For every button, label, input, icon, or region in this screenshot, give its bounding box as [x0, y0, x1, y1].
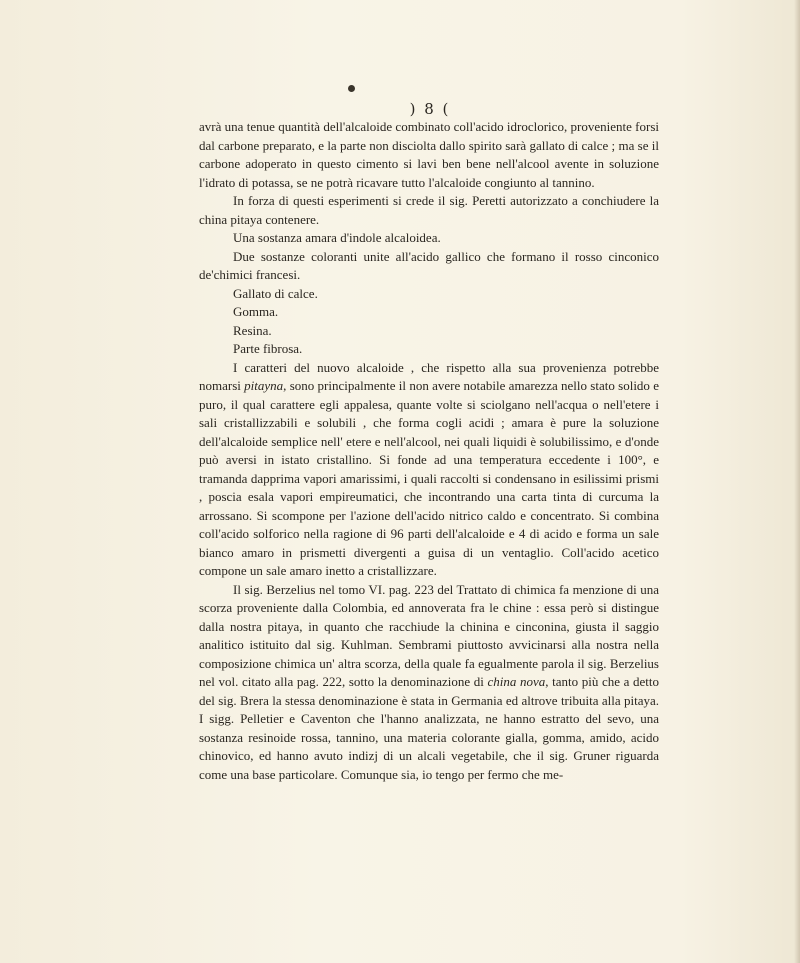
paragraph — [199, 359, 659, 581]
page-edge-shadow — [794, 0, 800, 963]
list-item: Due sostanze coloranti unite all'acido gallico che formano il rosso cinconico de'chimici francesi. — [199, 248, 659, 282]
ink-dot — [348, 85, 355, 92]
text-run: , tanto più che a detto del sig. Brera la stessa denominazione è stata in Germania ed altrove tribuita alla pitaya. I sigg. Pelletier e Caventon che l'hanno analizzata, ne hanno estratto del sevo, una sostanza resinoide rossa, tannino, una materia colorante gialla, gomma, amido, acido chinovico, ed hanno avuto indizj di un alcali vegetabile, che il sig. Gruner riguarda come una base particolare. Comunque sia, io tengo per fermo che me- — [199, 674, 659, 782]
paragraph: In forza di questi esperimenti si crede il sig. Peretti autorizzato a conchiudere la china pitaya contenere. — [199, 193, 659, 227]
paragraph — [199, 581, 659, 785]
page-number-header: ) 8 ( — [409, 100, 451, 118]
body-text — [199, 118, 659, 784]
list-item: Parte fibrosa. — [233, 341, 303, 356]
text-run: , sono principalmente il non avere notabile amarezza nello stato solido e puro, il qual carattere egli appalesa, quante volte si sciolgano nell'acqua o nell'etere i sali cristallizzabili e solubili , che forma cogli acidi ; amara è pure la soluzione dell'alcaloide semplice nell' etere e nell'alcool, nei quali liquidi è solubilissimo, e d'onde può aversi in istato cristallino. Si fonde ad una temperatura eccedente i 100°, e tramanda dapprima vapori amarissimi, i quali raccolti si condensano in esilissimi prismi , poscia esala vapori empireumatici, che incontrando una carta tinta di curcuma la arrossano. Si scompone per l'azione dell'acido nitrico caldo e concentrato. Si combina coll'acido solforico nella ragione di 96 parti dell'alcaloide e 4 di acido e forma un sale bianco amaro in prismetti divergenti a guisa di un ventaglio. Coll'acido acetico compone un sale amaro inetto a cristallizzare. — [199, 378, 659, 578]
text-run: I caratteri del nuovo alcaloide , che rispetto alla sua provenienza potrebbe nomarsi — [199, 359, 659, 393]
italic-term: pitayna — [244, 378, 284, 393]
list-item: Gomma. — [233, 304, 279, 319]
italic-term: china nova — [487, 674, 546, 689]
list-item: Una sostanza amara d'indole alcaloidea. — [233, 230, 441, 245]
text-run: Il sig. Berzelius nel tomo VI. pag. 223 del Trattato di chimica fa menzione di una scorza proveniente dalla Colombia, ed annoverata fra le chine : essa però si distingue dalla nostra pitaya, in quanto che racchiude la chinina e cinconina, giusta il saggio analitico istituito dal sig. Kuhlman. Sembrami piuttosto avvicinarsi alla nostra nella composizione chimica un' altra scorza, della quale fa egualmente parola il sig. Berzelius nel vol. citato alla pag. 222, sotto la denominazione di — [199, 581, 659, 689]
list-item: Gallato di calce. — [233, 285, 318, 301]
paragraph: avrà una tenue quantità dell'alcaloide combinato coll'acido idroclorico, proveniente forsi dal carbone preparato, e la parte non disciolta dallo spirito sarà gallato di calce ; ma se il carbone adoperato in questo cimento si lavi ben bene nell'alcool avente in soluzione l'idrato di potassa, se ne potrà ricavare tutto l'alcaloide congiunto al tannino. — [199, 119, 659, 190]
list-item: Resina. — [233, 322, 272, 338]
